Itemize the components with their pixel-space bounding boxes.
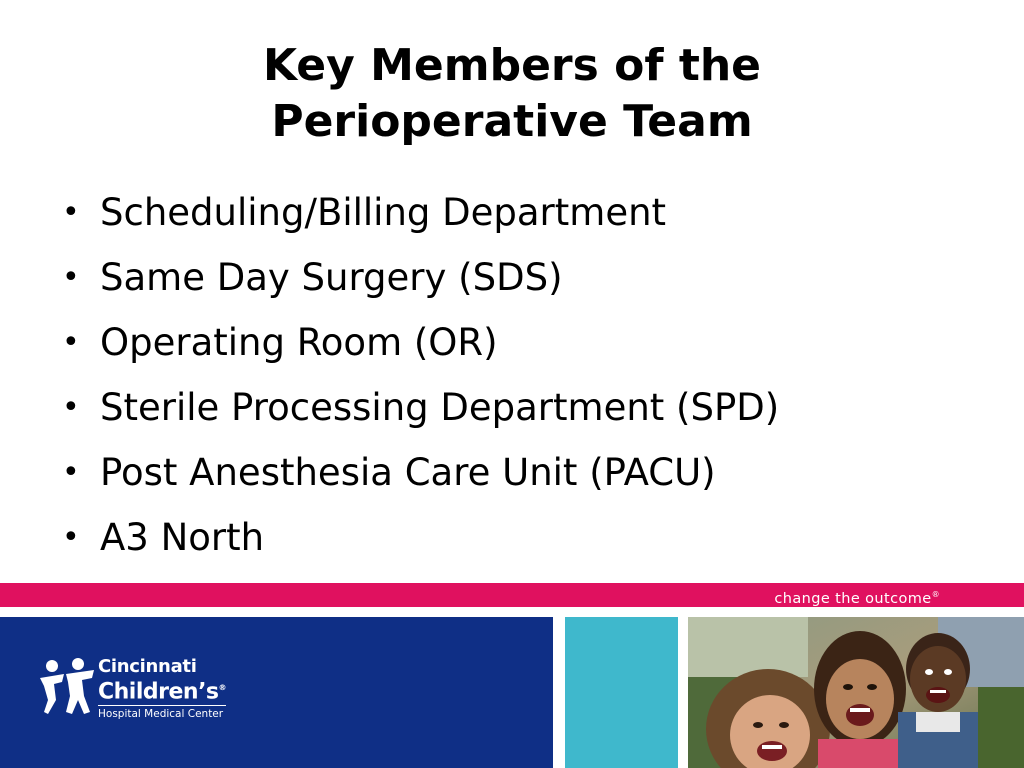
tagline-mark: ®: [931, 590, 940, 599]
tagline: [774, 585, 940, 609]
logo-line-1: Cincinnati: [98, 656, 197, 677]
bullet-text: Post Anesthesia Care Unit (PACU): [100, 451, 716, 494]
bullet-text: Same Day Surgery (SDS): [100, 256, 563, 299]
bullet-item: [58, 184, 779, 249]
bullet-dot: •: [62, 390, 80, 425]
teal-panel: [565, 617, 678, 768]
bullet-item: [58, 379, 779, 444]
bullet-text: Scheduling/Billing Department: [100, 191, 667, 234]
title-line-2: Perioperative Team: [271, 96, 753, 147]
tagline-text: change the outcome: [774, 590, 932, 607]
bullet-text: Operating Room (OR): [100, 321, 498, 364]
bullet-dot: •: [62, 260, 80, 295]
children-figure-logo-icon: [38, 656, 96, 720]
bullet-item: [58, 444, 779, 509]
title-line-1: Key Members of the: [262, 40, 762, 91]
bullet-text: A3 North: [100, 516, 265, 559]
logo-line-2: [98, 677, 226, 703]
children-photo-image: [688, 617, 1024, 768]
bullet-dot: •: [62, 520, 80, 555]
logo-line-2-text: Children’s: [98, 679, 219, 705]
bullet-dot: •: [62, 195, 80, 230]
bullet-item: [58, 509, 779, 574]
slide-title: [0, 38, 1024, 150]
children-photo: [688, 617, 1024, 768]
bullet-list: [58, 184, 779, 574]
logo-line-3: Hospital Medical Center: [98, 705, 226, 721]
bullet-item: [58, 249, 779, 314]
bullet-dot: •: [62, 455, 80, 490]
bullet-dot: •: [62, 325, 80, 360]
bullet-text: Sterile Processing Department (SPD): [100, 386, 780, 429]
logo-mark: ®: [218, 683, 227, 692]
bullet-item: [58, 314, 779, 379]
hospital-logo: [98, 657, 226, 721]
